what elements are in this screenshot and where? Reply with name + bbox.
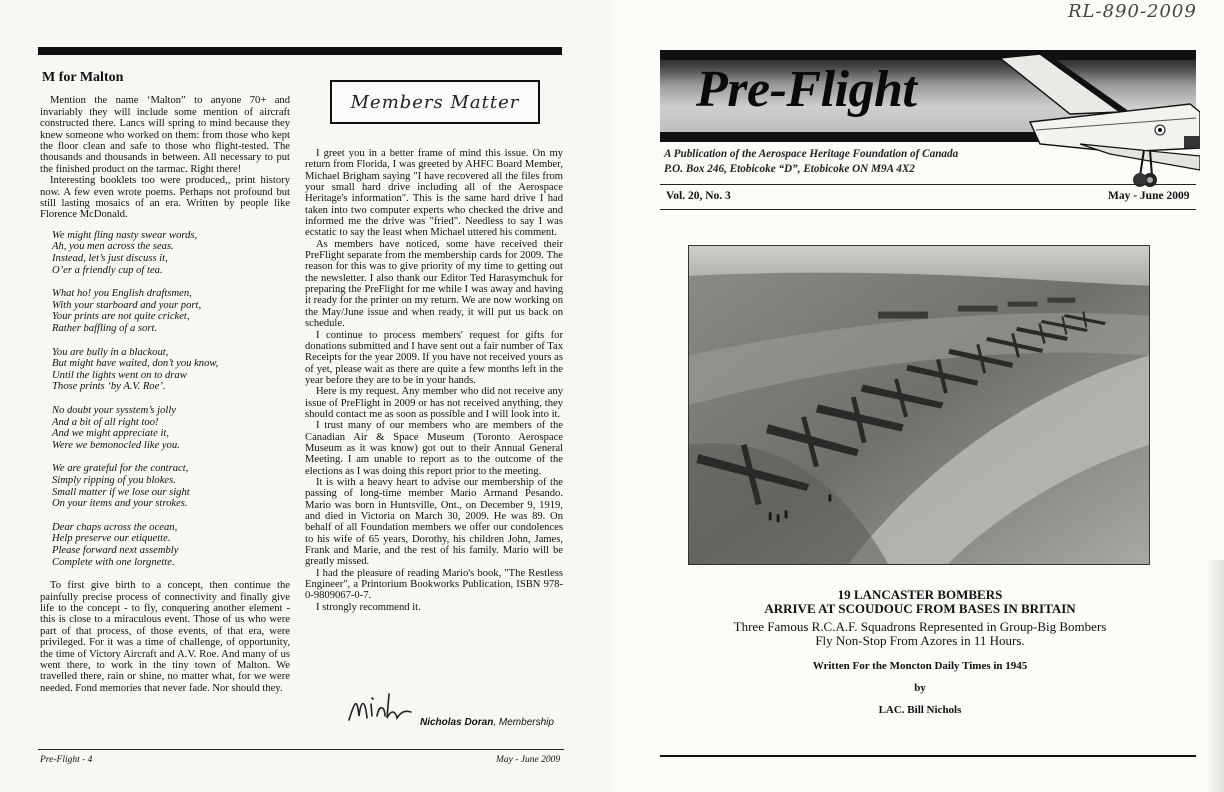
poem — [52, 230, 290, 568]
members-paragraph: I trust many of our members who are members of the Canadian Air & Space Museum (Toronto Aerospace Museum as it was know) got out to their Annual General Meeting. I am unable to report as to the outcome of the elections as I was doing this report prior to the meeting. — [305, 420, 563, 477]
poem-line: No doubt your sysstem’s jolly — [52, 405, 176, 416]
poem-line: We are grateful for the contract, — [52, 463, 189, 475]
poem-line: But might have waited, don’t you know, — [52, 358, 219, 370]
volume-rule-bottom — [660, 209, 1196, 210]
poem-stanza — [52, 230, 290, 276]
handwritten-note: RL-890-2009 — [1068, 1, 1197, 22]
poem-line: O’er a friendly cup of tea. — [52, 264, 163, 276]
poem-line: Simply ripping of you blokes. — [52, 474, 176, 486]
issue-date: May - June 2009 — [1108, 190, 1190, 202]
poem-line: Instead, let’s just discuss it, — [52, 253, 168, 265]
members-paragraph: Here is my request. Any member who did not receive any issue of PreFlight in 2009 or has not received anything, they should contact me as soon as possible and I will look into it. — [305, 386, 563, 420]
poem-line: What ho! you English draftsmen, — [52, 288, 192, 300]
members-matter-heading-box — [330, 80, 540, 124]
headline-line: 19 LANCASTER BOMBERS — [837, 587, 1003, 602]
by-line: by — [914, 682, 926, 694]
poem-line: Please forward next assembly — [52, 544, 179, 556]
poem-line: Complete with one lorgnette. — [52, 556, 175, 568]
poem-line: You are bully in a blackout, — [52, 346, 169, 358]
signer-role: , Membership — [493, 717, 554, 728]
footer-rule-right — [660, 755, 1196, 757]
masthead-title: Pre-Flight — [696, 61, 917, 118]
publication-line: A Publication of the Aerospace Heritage Foundation of Canada — [664, 148, 959, 160]
poem-stanza — [52, 288, 290, 334]
poem-line: Until the lights went on to draw — [52, 369, 187, 381]
poem-line: We might fling nasty swear words, — [52, 229, 198, 241]
volume-number: Vol. 20, No. 3 — [666, 190, 731, 202]
members-paragraph: As members have noticed, some have received their PreFlight separate from the membership cards for 2009. The reason for this was to give priority of my time to getting out the newsletter. I also thank our Editor Ted Harasymchuk for preparing the PreFlight for me while I was away and having it ready for the printer on my return. We are now working on the May/June issue and when ready, it will put us back on schedule. — [305, 238, 563, 330]
poem-stanza — [52, 405, 290, 451]
poem-stanza — [52, 347, 290, 393]
top-rule — [38, 47, 562, 55]
written-for-line: Written For the Moncton Daily Times in 1945 — [812, 660, 1028, 672]
article-paragraph: Interesting booklets too were produced,, print history now. A few even wrote poems. Perhaps not profound but still lasting mosaics of an era. Written by people like Florence McDonald. — [40, 175, 290, 221]
poem-line: Small matter if we lose our sight — [52, 486, 190, 498]
publication-info — [664, 147, 958, 177]
handwritten-signature — [345, 690, 415, 730]
members-paragraph: I strongly recommend it. — [316, 601, 421, 613]
headline-line: ARRIVE AT SCOUDOUC FROM BASES IN BRITAIN — [764, 601, 1076, 616]
members-paragraph: I had the pleasure of reading Mario's book, "The Restless Engineer", a Printorium Bookworks Publication, ISBN 978-0-9809067-0-7. — [305, 567, 563, 602]
poem-stanza — [52, 463, 290, 509]
poem-line: And we might appreciate it, — [52, 428, 170, 440]
poem-line: Your prints are not quite cricket, — [52, 311, 190, 323]
poem-line: Ah, you men across the seas. — [52, 241, 174, 253]
members-matter-column — [305, 148, 563, 613]
subheadline: Fly Non-Stop From Azores in 11 Hours. — [815, 633, 1025, 648]
author-name: LAC. Bill Nichols — [878, 704, 962, 716]
poem-line: Were we bemonocled like you. — [52, 439, 180, 451]
members-paragraph: It is with a heavy heart to advise our membership of the passing of long-time member Mario Armand Pesando. Mario was born in Huntsville, Ont., on December 9, 1919, and died in Victoria on March 30, 2009. He was 89. On behalf of all Foundation members we offer our condolences to his wife of 65 years, Dorothy, his children John, James, Frank and Marie, and the rest of his family. Mario will be greatly missed. — [305, 476, 563, 568]
signature-name — [420, 717, 554, 728]
poem-line: Rather baffling of a sort. — [52, 323, 158, 335]
article-paragraph: Mention the name ‘Malton” to anyone 70+ and invariably they will include some mention of aircraft constructed there. Lancs will spring to mind because they knew someone who worked on them: from those who kept the floor clean and safe to those who flight-tested. The thousands and thousands in between. All necessary to put the finished product on the tarmac. Right there! — [40, 95, 290, 175]
publication-address: P.O. Box 246, Etobicoke “D”, Etobicoke ON M9A 4X2 — [664, 163, 915, 175]
poem-line: Dear chaps across the ocean, — [52, 521, 178, 533]
footer-date: May - June 2009 — [496, 755, 561, 765]
poem-line: Those prints ‘by A.V. Roe’. — [52, 381, 166, 393]
malton-article — [40, 72, 290, 694]
jet-aircraft-illustration — [1000, 52, 1200, 190]
footer-page-label: Pre-Flight - 4 — [40, 755, 93, 765]
poem-line: On your items and your strokes. — [52, 498, 188, 510]
page-edge-shadow — [1206, 560, 1224, 792]
members-matter-heading: Members Matter — [350, 91, 520, 113]
poem-line: Help preserve our etiquette. — [52, 533, 171, 545]
lancaster-bombers-airfield-photo — [688, 245, 1150, 565]
poem-line: And a bit of all right too! — [52, 416, 159, 428]
article-paragraph: To first give birth to a concept, then continue the painfully precise process of connectivity and finally give life to the concept - to fly, conquering another element - this is close to a miraculous event. Those of us who were part of that process, of those events, of that era, were privileged. For it was a time of challenge, of opportunity, the time of Victory Aircraft and A.V. Roe. And many of us went there, to work in the tiny town of Malton. We travelled there, rain or shine, no matter what, for we were needed. Fond memories that never fade. Nor should they. — [40, 580, 290, 694]
volume-rule-top — [660, 184, 1196, 185]
members-paragraph: I greet you in a better frame of mind this issue. On my return from Florida, I was greeted by AHFC Board Member, Michael Brigham saying "I have recovered all the files from your small hard drive including all of the Aerospace Heritage's information". This is the same hard drive I had taken into two computer experts who checked the drive and informed me the drive was "fried". Needless to say I was ecstatic to say the least when Michael uttered his comment. — [305, 148, 563, 239]
poem-line: With your starboard and your port, — [52, 299, 202, 311]
members-paragraph: I continue to process members' request for gifts for donations submitted and I have sent out a fair number of Tax Receipts for the year 2009. If you have not received yours as of yet, please wait as there are quite a few months left in the year before they are to be in your hands. — [305, 329, 563, 386]
signer-name: Nicholas Doran — [420, 717, 494, 728]
subheadline: Three Famous R.C.A.F. Squadrons Represented in Group-Big Bombers — [733, 619, 1107, 634]
article-title: M for Malton — [42, 70, 124, 85]
lead-headline — [660, 588, 1180, 716]
poem-stanza — [52, 522, 290, 568]
footer-rule — [38, 749, 564, 750]
